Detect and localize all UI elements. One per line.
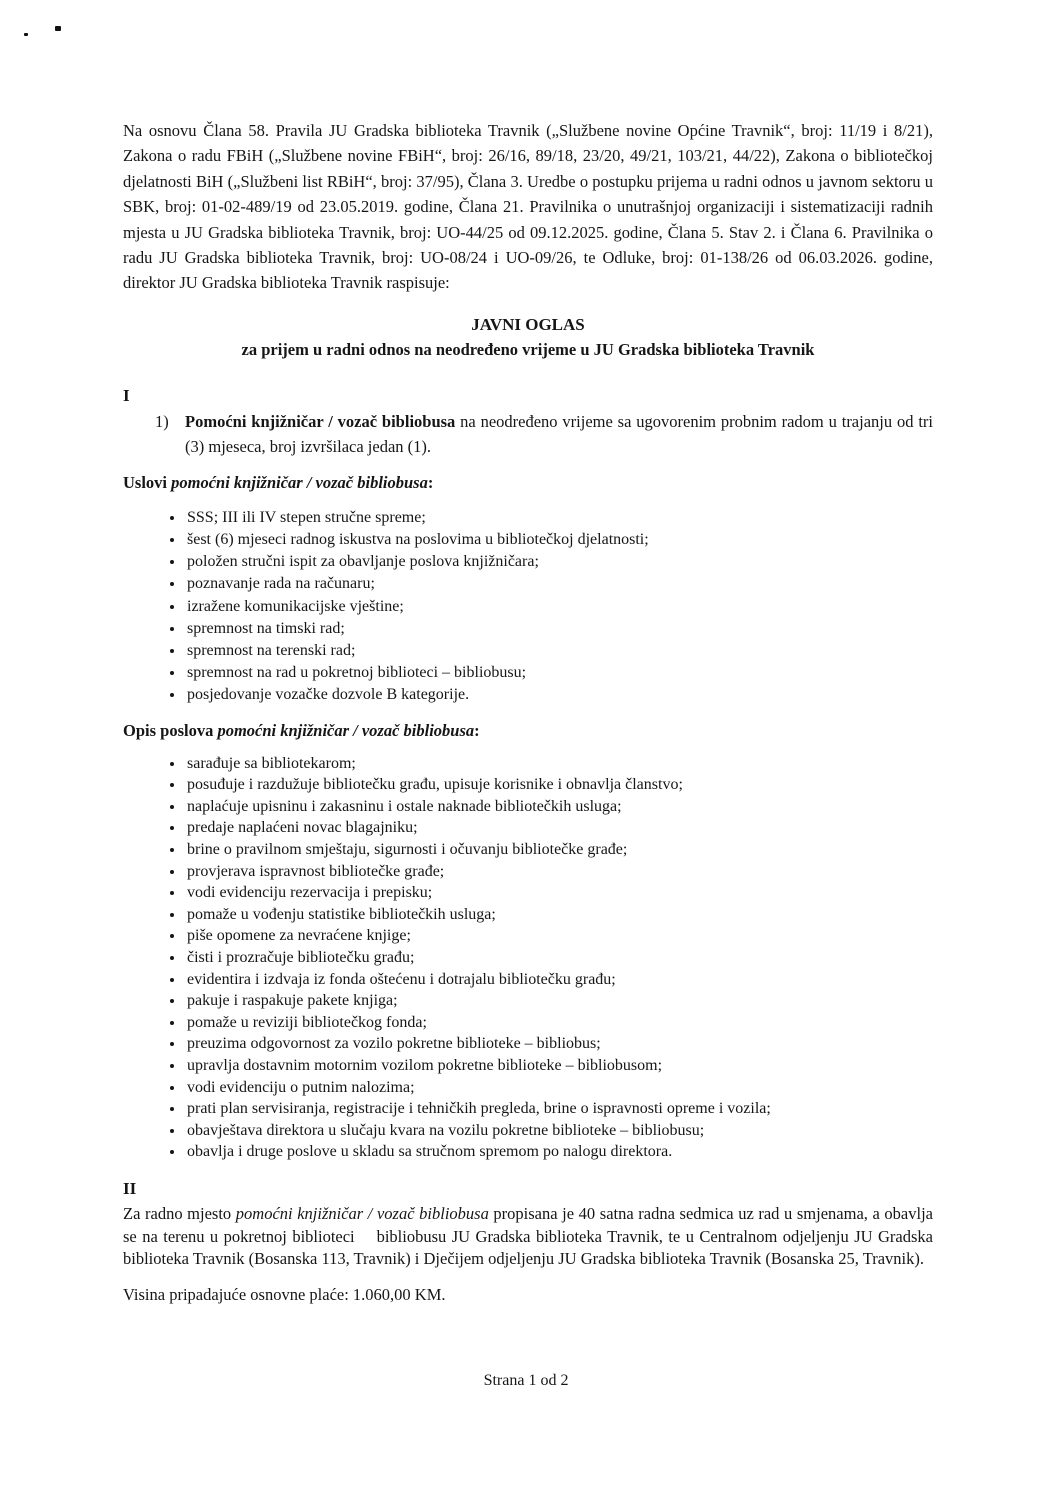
document-content <box>123 0 933 1306</box>
list-item: • posuđuje i razdužuje bibliotečku građu, upisuje korisnike i obnavlja članstvo; <box>185 774 933 796</box>
list-item: • SSS; III ili IV stepen stručne spreme; <box>185 507 933 529</box>
job-item-title: Pomoćni knjižničar / vozač bibliobusa <box>185 411 456 431</box>
list-item: • obavlja i druge poslove u skladu sa stručnom spremom po nalogu direktora. <box>185 1141 933 1163</box>
list-item: • pomaže u reviziji bibliotečkog fonda; <box>185 1012 933 1034</box>
section-ii-numeral: II <box>123 1178 137 1198</box>
list-item: • provjerava ispravnost bibliotečke građe; <box>185 861 933 883</box>
salary-line: Visina pripadajuće osnovne plaće: 1.060,00 KM. <box>123 1284 446 1304</box>
para2-rest: propisana je 40 satna radna sedmica uz rad u smjenama, a obavlja se na terenu u pokretnoj biblioteci bibliobusu JU Gradska biblioteka Travnik, te u Centralnom odjeljenju JU Gradska biblioteka Travnik (Bosanska 113, Travnik) i Dječijem odjeljenju JU Gradska biblioteka Travnik (Bosanska 25, Travnik). <box>123 1203 933 1269</box>
list-item: • spremnost na timski rad; <box>185 618 933 640</box>
opis-heading <box>123 719 933 742</box>
document-title: JAVNI OGLAS <box>471 314 585 334</box>
intro-paragraph: Na osnovu Člana 58. Pravila JU Gradska biblioteka Travnik („Službene novine Općine Travnik“, broj: 11/19 i 8/21), Zakona o radu FBiH („Službene novine FBiH“, broj: 26/16, 89/18, 23/20, 49/21, 103/21, 44/22), Zakona o bibliotečkoj djelatnosti BiH („Službeni list RBiH“, broj: 37/95), Člana 3. Uredbe o postupku prijema u radni odnos u javnom sektoru u SBK, broj: 01-02-489/19 od 23.05.2019. godine, Člana 21. Pravilnika o unutrašnjoj organizaciji i sistematizaciji radnih mjesta u JU Gradska biblioteka Travnik, broj: UO-44/25 od 09.12.2025. godine, Člana 5. Stav 2. i Člana 6. Pravilnika o radu JU Gradska biblioteka Travnik, broj: UO-08/24 i UO-09/26, te Odluke, broj: 01-138/26 od 06.03.2026. godine, direktor JU Gradska biblioteka Travnik raspisuje: <box>123 121 933 293</box>
list-item: • obavještava direktora u slučaju kvara na vozilu pokretne biblioteke – bibliobusu; <box>185 1120 933 1142</box>
list-item: • vodi evidenciju o putnim nalozima; <box>185 1077 933 1099</box>
opis-heading-job-title: pomoćni knjižničar / vozač bibliobusa <box>217 720 475 740</box>
list-item: • položen stručni ispit za obavljanje poslova knjižničara; <box>185 551 933 573</box>
job-item-text <box>185 409 933 459</box>
list-item: • brine o pravilnom smještaju, sigurnosti i očuvanju bibliotečke građe; <box>185 839 933 861</box>
section-i-numeral: I <box>123 385 130 405</box>
list-item: • predaje naplaćeni novac blagajniku; <box>185 817 933 839</box>
list-item: • šest (6) mjeseci radnog iskustva na poslovima u bibliotečkoj djelatnosti; <box>185 529 933 551</box>
list-item: • čisti i prozračuje bibliotečku građu; <box>185 947 933 969</box>
list-item: • poznavanje rada na računaru; <box>185 573 933 595</box>
list-item: • posjedovanje vozačke dozvole B kategorije. <box>185 684 933 706</box>
uslovi-heading-label: Uslovi <box>123 472 172 492</box>
list-item: • pakuje i raspakuje pakete knjiga; <box>185 990 933 1012</box>
opis-heading-colon: : <box>474 720 480 740</box>
list-item: • vodi evidenciju rezervacija i prepisku; <box>185 882 933 904</box>
document-subtitle: za prijem u radni odnos na neodređeno vrijeme u JU Gradska biblioteka Travnik <box>241 339 815 359</box>
uslovi-heading <box>123 471 933 494</box>
list-item: • naplaćuje upisninu i zakasninu i ostale naknade bibliotečkih usluga; <box>185 796 933 818</box>
list-item: • piše opomene za nevraćene knjige; <box>185 925 933 947</box>
uslovi-list <box>123 507 933 707</box>
job-item-rest: na neodređeno vrijeme sa ugovorenim probnim radom u trajanju od tri (3) mjeseca, broj izvršilaca jedan (1). <box>185 411 933 456</box>
list-item: • spremnost na terenski rad; <box>185 640 933 662</box>
uslovi-heading-colon: : <box>427 472 434 492</box>
list-item: • sarađuje sa bibliotekarom; <box>185 753 933 775</box>
job-item-number: 1) <box>155 411 169 431</box>
para2-prefix: Za radno mjesto <box>123 1203 236 1223</box>
list-item: • evidentira i izdvaja iz fonda oštećenu i dotrajalu bibliotečku građu; <box>185 969 933 991</box>
para2-job-title: pomoćni knjižničar / vozač bibliobusa <box>235 1203 489 1223</box>
page-footer: Strana 1 od 2 <box>483 1372 569 1389</box>
uslovi-heading-job-title: pomoćni knjižničar / vozač bibliobusa <box>171 472 428 492</box>
section-ii-paragraph <box>123 1203 933 1271</box>
opis-list <box>123 753 933 1163</box>
scan-artifact-dot <box>24 33 28 36</box>
list-item: • spremnost na rad u pokretnoj biblioteci – bibliobusu; <box>185 662 933 684</box>
list-item: • izražene komunikacijske vještine; <box>185 596 933 618</box>
list-item: • pomaže u vođenju statistike bibliotečkih usluga; <box>185 904 933 926</box>
list-item: • prati plan servisiranja, registracije i tehničkih pregleda, brine o ispravnosti opreme i vozila; <box>185 1098 933 1120</box>
job-position-item <box>155 409 933 459</box>
scan-artifact-dot <box>55 26 61 31</box>
opis-heading-label: Opis poslova <box>123 720 218 740</box>
list-item: • preuzima odgovornost za vozilo pokretne biblioteke – bibliobus; <box>185 1033 933 1055</box>
list-item: • upravlja dostavnim motornim vozilom pokretne biblioteke – bibliobusom; <box>185 1055 933 1077</box>
